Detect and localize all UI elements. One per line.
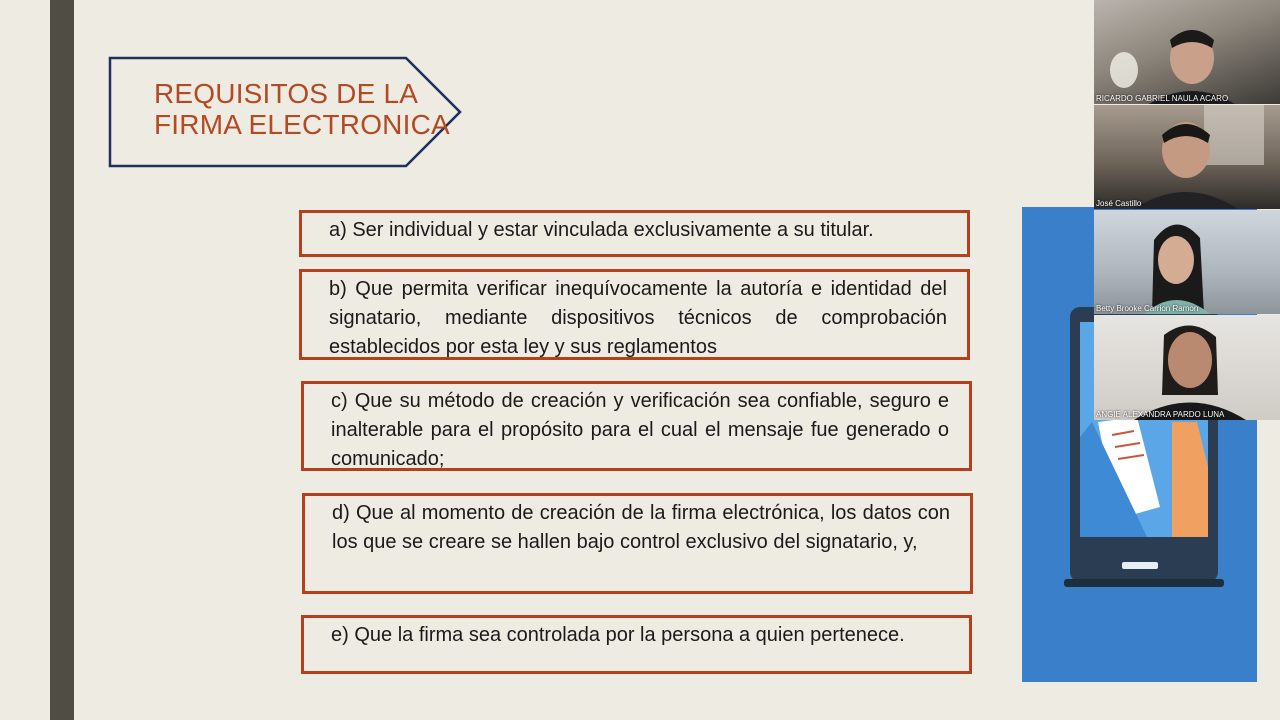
- person-silhouette-icon: [1094, 105, 1280, 209]
- participant-tile[interactable]: [1094, 0, 1280, 104]
- participant-name: José Castillo: [1096, 199, 1142, 208]
- person-silhouette-icon: [1094, 0, 1280, 104]
- participant-video: [1094, 0, 1280, 104]
- title-line-1: REQUISITOS DE LA: [154, 78, 419, 109]
- participant-name: Betty Brooke Carrion Ramon: [1096, 304, 1199, 313]
- person-silhouette-icon: [1094, 210, 1280, 314]
- participant-video: [1094, 210, 1280, 314]
- participant-name: ANGIE ALEXANDRA PARDO LUNA: [1096, 410, 1225, 419]
- person-silhouette-icon: [1094, 315, 1280, 420]
- requirement-b: b) Que permita verificar inequívocamente la autoría e identidad del signatario, mediante dispositivos técnicos de comprobación establecidos por esta ley y sus reglamentos: [299, 269, 970, 360]
- title-line-2: FIRMA ELECTRONICA: [154, 109, 450, 140]
- participant-video: [1094, 315, 1280, 420]
- requirement-d: d) Que al momento de creación de la firma electrónica, los datos con los que se creare se hallen bajo control exclusivo del signatario, y,: [302, 493, 973, 594]
- participant-tile[interactable]: [1094, 105, 1280, 209]
- participant-name: RICARDO GABRIEL NAULA ACARO: [1096, 94, 1229, 103]
- participant-video: [1094, 105, 1280, 209]
- requirement-a: a) Ser individual y estar vinculada exclusivamente a su titular.: [299, 210, 970, 257]
- participant-tile[interactable]: [1094, 315, 1280, 420]
- requirement-e: e) Que la firma sea controlada por la persona a quien pertenece.: [301, 615, 972, 674]
- slide-left-bar: [50, 0, 74, 720]
- slide-title: [154, 78, 450, 140]
- participant-tile[interactable]: [1094, 210, 1280, 314]
- requirement-c: c) Que su método de creación y verificación sea confiable, seguro e inalterable para el propósito para el cual el mensaje fue generado o comunicado;: [301, 381, 972, 471]
